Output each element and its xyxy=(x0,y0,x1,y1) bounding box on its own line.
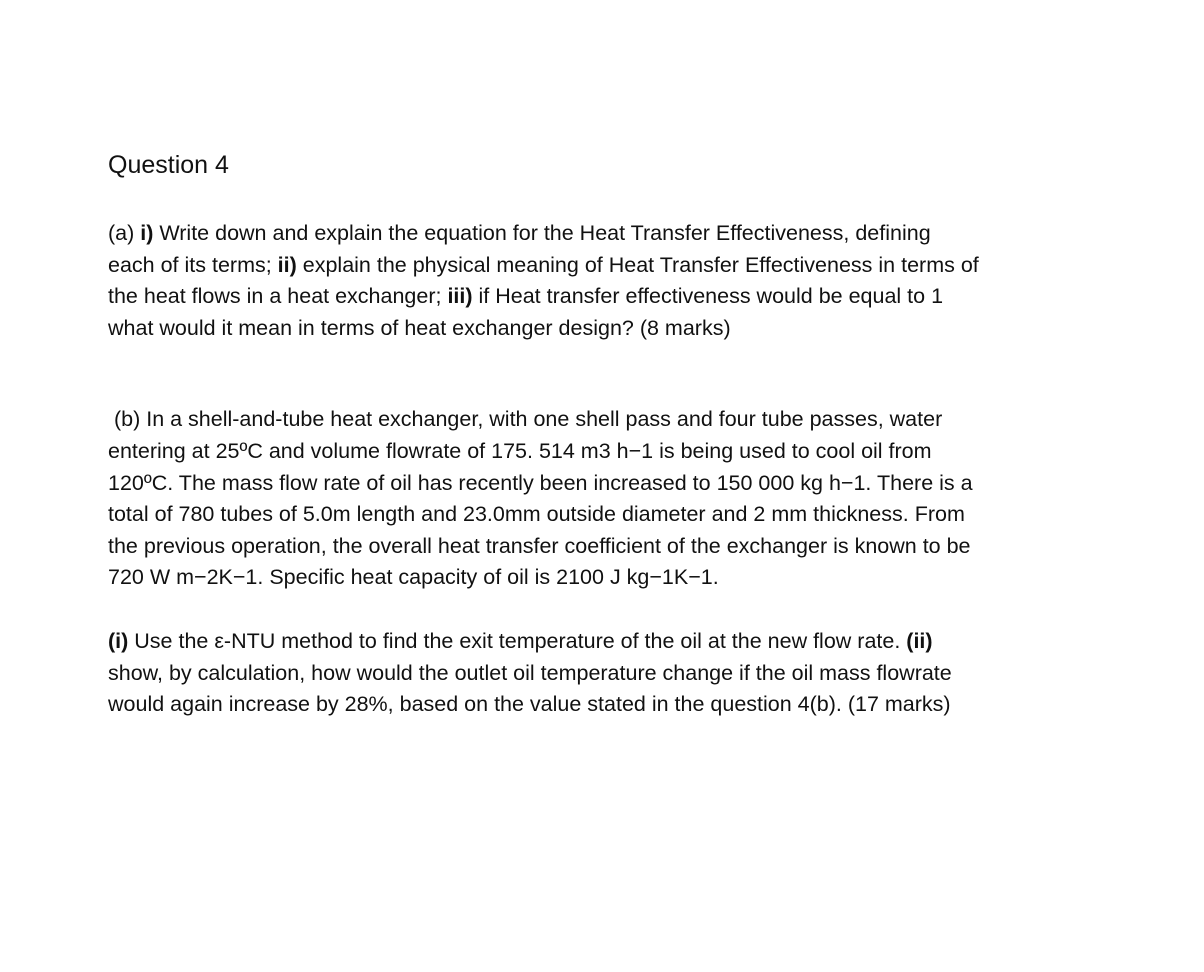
part-b-line-1: (b) In a shell-and-tube heat exchanger, with one shell pass and four tube passes, water xyxy=(108,407,943,432)
part-a-line-2 xyxy=(108,250,1108,282)
part-a-subpart-ii: ii) xyxy=(277,252,297,277)
part-a-subpart-i: i) xyxy=(140,221,154,245)
task-i-text: Use the ε-NTU method to find the exit temperature of the oil at the new flow rate. xyxy=(128,628,907,653)
part-b-line-2: entering at 25ºC and volume flowrate of 175. 514 m3 h−1 is being used to cool oil from xyxy=(108,438,932,463)
part-b-line-4: total of 780 tubes of 5.0m length and 23.0mm outside diameter and 2 mm thickness. From xyxy=(108,502,965,527)
part-a-subpart-i-text: Write down and explain the equation for the Heat Transfer Effectiveness, defining xyxy=(153,221,931,245)
part-a-label: (a) xyxy=(108,221,141,245)
part-b-tasks-paragraph xyxy=(108,626,1108,721)
question-title: Question 4 xyxy=(108,151,229,179)
part-b-line-5: the previous operation, the overall heat transfer coefficient of the exchanger is known to be xyxy=(108,533,971,558)
part-a-paragraph xyxy=(108,218,1108,344)
part-a-line-3 xyxy=(108,281,1108,313)
question-document xyxy=(108,148,1108,721)
part-b-tasks-line-2: show, by calculation, how would the outlet oil temperature change if the oil mass flowrate xyxy=(108,660,952,685)
part-b-paragraph xyxy=(108,404,1108,594)
part-a-line-4: what would it mean in terms of heat exchanger design? (8 marks) xyxy=(108,315,731,340)
part-b-line-3: 120ºC. The mass flow rate of oil has recently been increased to 150 000 kg h−1. There is a xyxy=(108,470,973,495)
task-ii-label: (ii) xyxy=(906,628,933,653)
part-b-line-6: 720 W m−2K−1. Specific heat capacity of oil is 2100 J kg−1K−1. xyxy=(108,565,719,590)
part-a-line-2-start: each of its terms; xyxy=(108,252,278,277)
part-a-subpart-iii-text: if Heat transfer effectiveness would be equal to 1 xyxy=(472,284,944,309)
part-a-subpart-ii-text: explain the physical meaning of Heat Transfer Effectiveness in terms of xyxy=(296,252,979,277)
part-b-tasks-line-1 xyxy=(108,626,1108,658)
task-i-label: (i) xyxy=(108,628,129,653)
part-a-line-3-start: the heat flows in a heat exchanger; xyxy=(108,284,448,309)
part-b-tasks-line-3: would again increase by 28%, based on the value stated in the question 4(b). (17 marks) xyxy=(108,692,951,717)
part-a-subpart-iii: iii) xyxy=(447,284,473,309)
part-a-line-1 xyxy=(108,218,1108,250)
